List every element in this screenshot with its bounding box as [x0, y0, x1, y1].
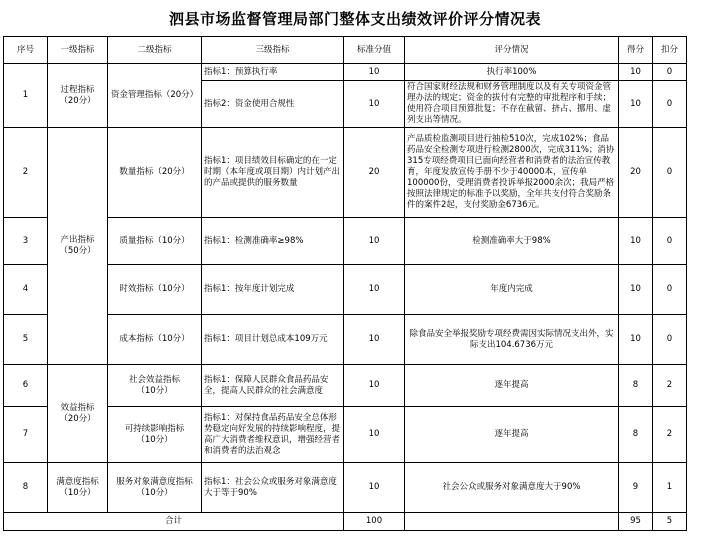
row-score: 9: [619, 463, 653, 513]
row-standard: 10: [344, 463, 405, 513]
row-level2: 服务对象满意度指标 （10分）: [108, 463, 202, 513]
row-seq: 1: [4, 64, 48, 128]
row-level2: 质量指标（10分）: [108, 218, 202, 265]
row-level2: 可持续影响指标 （10分）: [108, 407, 202, 463]
row-evaluation: 逐年提高: [405, 365, 619, 407]
table-row: [4, 365, 687, 407]
header-level2: 二级指标: [108, 37, 202, 64]
row-evaluation: 检测准确率大于98%: [405, 218, 619, 265]
row-level2: 社会效益指标 （10分）: [108, 365, 202, 407]
row-level2: 成本指标（10分）: [108, 315, 202, 365]
row-deduct: 2: [653, 407, 687, 463]
row-deduct: 2: [653, 365, 687, 407]
table-row: [4, 463, 687, 513]
header-score: 得分: [619, 37, 653, 64]
row-level3: 指标2：资金使用合规性: [202, 81, 344, 128]
row-deduct: 0: [653, 218, 687, 265]
row-standard: 10: [344, 407, 405, 463]
row-level3: 指标1：按年度计划完成: [202, 265, 344, 315]
header-deduct: 扣分: [653, 37, 687, 64]
row-seq: 5: [4, 315, 48, 365]
row-score: 10: [619, 81, 653, 128]
total-standard: 100: [344, 513, 405, 531]
table-row: [4, 64, 687, 81]
row-seq: 6: [4, 365, 48, 407]
total-label: 合计: [4, 513, 344, 531]
evaluation-table: [3, 36, 687, 531]
table-row: [4, 128, 687, 218]
row-score: 8: [619, 407, 653, 463]
row-score: 10: [619, 315, 653, 365]
row-evaluation: 年度内完成: [405, 265, 619, 315]
row-level1: 满意度指标 （10分）: [48, 463, 108, 513]
row-level3: 指标1：项目计划总成本109万元: [202, 315, 344, 365]
row-seq: 4: [4, 265, 48, 315]
row-standard: 10: [344, 218, 405, 265]
row-evaluation: 除食品安全举报奖励专项经费需因实际情况支出外，实际支出104.6736万元: [405, 315, 619, 365]
row-standard: 10: [344, 365, 405, 407]
row-deduct: 0: [653, 128, 687, 218]
row-seq: 7: [4, 407, 48, 463]
row-score: 10: [619, 218, 653, 265]
header-level3: 三级指标: [202, 37, 344, 64]
row-level3: 指标1：社会公众或服务对象满意度大于等于90%: [202, 463, 344, 513]
row-level3: 指标1：预算执行率: [202, 64, 344, 81]
row-level1: 过程指标 （20分）: [48, 64, 108, 128]
header-evaluation: 评分情况: [405, 37, 619, 64]
row-evaluation: 产品质检监测项目进行抽检510次，完成102%；食品药品安全检测专项进行检测2800次，完成311%；消协315专项经费项目已面向经营者和消费者的法治宣传教育，年度发放宣传手册不少于40000本，宣传单100000份，受理消费者投诉举报2000余次；我局严格按照法律规定的标准予以奖励，全年共支付符合奖励条件的案件2起，支付奖励金6736元。: [405, 128, 619, 218]
row-standard: 10: [344, 64, 405, 81]
row-seq: 8: [4, 463, 48, 513]
row-score: 8: [619, 365, 653, 407]
row-seq: 2: [4, 128, 48, 218]
row-deduct: 0: [653, 265, 687, 315]
row-score: 10: [619, 265, 653, 315]
total-evaluation: [405, 513, 619, 531]
row-deduct: 0: [653, 64, 687, 81]
row-level3: 指标1：检测准确率≥98%: [202, 218, 344, 265]
row-evaluation: 逐年提高: [405, 407, 619, 463]
row-deduct: 1: [653, 463, 687, 513]
row-score: 20: [619, 128, 653, 218]
row-deduct: 0: [653, 315, 687, 365]
row-evaluation: 执行率100%: [405, 64, 619, 81]
total-score: 95: [619, 513, 653, 531]
header-seq: 序号: [4, 37, 48, 64]
row-standard: 10: [344, 315, 405, 365]
row-level2: 时效指标（10分）: [108, 265, 202, 315]
row-seq: 3: [4, 218, 48, 265]
row-level3: 指标1：保障人民群众食品药品安全，提高人民群众的社会满意度: [202, 365, 344, 407]
row-evaluation: 符合国家财经法规和财务管理制度以及有关专项资金管理办法的规定；资金的拔付有完整的审批程序和手续；使用符合项目预算批复；不存在截留、挤占、挪用、虚列支出等情况。: [405, 81, 619, 128]
header-level1: 一级指标: [48, 37, 108, 64]
row-level2: 数量指标（20分）: [108, 128, 202, 218]
total-row: [4, 513, 687, 531]
row-level1: 产出指标 （50分）: [48, 128, 108, 365]
row-deduct: 0: [653, 81, 687, 128]
total-deduct: 5: [653, 513, 687, 531]
row-standard: 20: [344, 128, 405, 218]
row-score: 10: [619, 64, 653, 81]
page-title: 泗县市场监督管理局部门整体支出绩效评价评分情况表: [168, 9, 541, 28]
row-standard: 10: [344, 81, 405, 128]
header-row: [4, 37, 687, 64]
row-standard: 10: [344, 265, 405, 315]
row-level2: 资金管理指标（20分）: [108, 64, 202, 128]
row-level3: 指标1：项目绩效目标确定的在一定时期（本年度或项目期）内计划产出的产品或提供的服务数量: [202, 128, 344, 218]
row-evaluation: 社会公众或服务对象满意度大于90%: [405, 463, 619, 513]
header-standard: 标准分值: [344, 37, 405, 64]
row-level1: 效益指标 （20分）: [48, 365, 108, 463]
row-level3: 指标1：对保持食品药品安全总体形势稳定向好发展的持续影响程度，提高广大消费者维权意识，增强经营者和消费者的法治观念: [202, 407, 344, 463]
